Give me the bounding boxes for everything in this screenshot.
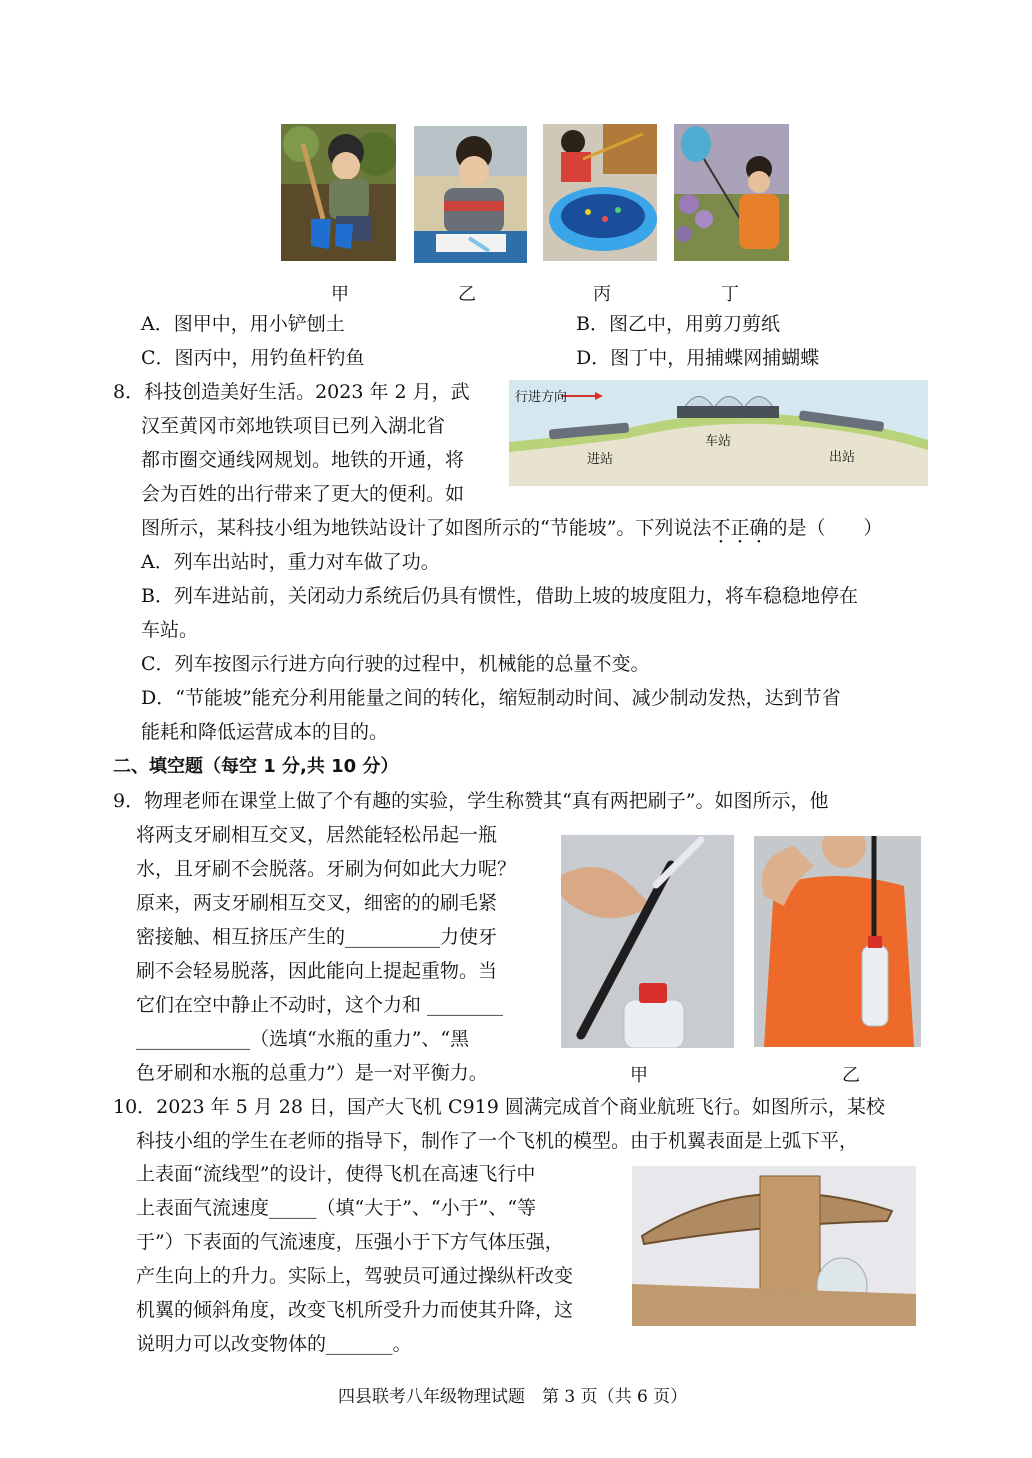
direction-label: 行进方向 bbox=[515, 390, 568, 405]
q9-stem-line: 密接触、相互挤压产生的__________力使牙 bbox=[136, 926, 498, 948]
q9-stem-line: 色牙刷和水瓶的总重力”）是一对平衡力。 bbox=[136, 1062, 488, 1084]
q8-option-a: A．列车出站时，重力对车做了功。 bbox=[141, 551, 440, 573]
q10-stem-line: 科技小组的学生在老师的指导下，制作了一个飞机的模型。由于机翼表面是上弧下平， bbox=[136, 1130, 859, 1152]
caption-yi-q9: 乙 bbox=[842, 1065, 860, 1086]
q8-option-d-cont: 能耗和降低运营成本的目的。 bbox=[141, 721, 389, 743]
q9-stem-line: 原来，两支牙刷相互交叉，细密的的刷毛紧 bbox=[136, 892, 498, 914]
q8-stem-tail-pre: 图所示，某科技小组为地铁站设计了如图所示的“节能坡”。下列说法 bbox=[141, 517, 712, 539]
emphasis-char: 正 bbox=[730, 517, 750, 539]
photo-ding-butterfly-net bbox=[674, 124, 789, 261]
q10-stem-line: 机翼的倾斜角度，改变飞机所受升力而使其升降，这 bbox=[136, 1299, 574, 1321]
q8-option-d: D．“节能坡”能充分利用能量之间的转化，缩短制动时间、减少制动发热，达到节省 bbox=[141, 687, 841, 709]
caption-yi: 乙 bbox=[458, 284, 476, 305]
q8-stem-line: 都市圈交通线网规划。地铁的开通，将 bbox=[141, 449, 465, 471]
q10-stem-line: 上表面“流线型”的设计，使得飞机在高速飞行中 bbox=[136, 1163, 536, 1185]
q7-option-c: C．图丙中，用钓鱼杆钓鱼 bbox=[141, 347, 365, 369]
q10-stem-line: 10．2023 年 5 月 28 日，国产大飞机 C919 圆满完成首个商业航班飞行。如图所示，某校 bbox=[113, 1096, 885, 1118]
photo-toothbrush-yi bbox=[754, 836, 921, 1047]
energy-saving-slope-figure bbox=[509, 380, 928, 486]
q9-stem-line: 将两支牙刷相互交叉，居然能轻松吊起一瓶 bbox=[136, 824, 498, 846]
q7-option-b: B．图乙中，用剪刀剪纸 bbox=[576, 313, 780, 335]
photo-bing-fishing bbox=[543, 124, 657, 261]
q9-stem-line: 水，且牙刷不会脱落。牙刷为何如此大力呢？ bbox=[136, 858, 517, 880]
caption-jia-q9: 甲 bbox=[630, 1065, 648, 1086]
q9-stem-line: ____________（选填“水瓶的重力”、“黑 bbox=[136, 1028, 470, 1050]
q9-stem-line: 刷不会轻易脱落，因此能向上提起重物。当 bbox=[136, 960, 498, 982]
caption-bing: 丙 bbox=[593, 284, 611, 305]
q9-stem-line: 它们在空中静止不动时，这个力和 ________ bbox=[136, 994, 504, 1016]
emphasis-char: 确 bbox=[749, 517, 769, 539]
exit-station-label: 出站 bbox=[829, 450, 856, 465]
q8-stem-tail bbox=[141, 516, 883, 540]
emphasis-char: 不 bbox=[711, 517, 731, 539]
q10-stem-line: 于”）下表面的气流速度，压强小于下方气体压强， bbox=[136, 1231, 564, 1253]
q7-option-d: D．图丁中，用捕蝶网捕蝴蝶 bbox=[576, 347, 820, 369]
station-label: 车站 bbox=[705, 434, 732, 449]
photo-jia-shovel bbox=[281, 124, 396, 261]
q8-option-c: C．列车按图示行进方向行驶的过程中，机械能的总量不变。 bbox=[141, 653, 650, 675]
caption-jia: 甲 bbox=[331, 284, 349, 305]
section-title: 二、填空题（每空 1 分,共 10 分） bbox=[113, 756, 399, 777]
photo-wing-model bbox=[632, 1166, 916, 1326]
q10-stem-line: 说明力可以改变物体的_______。 bbox=[136, 1333, 412, 1355]
photo-toothbrush-jia bbox=[561, 835, 734, 1048]
q7-option-a: A．图甲中，用小铲刨土 bbox=[141, 313, 345, 335]
q8-option-b: B．列车进站前，关闭动力系统后仍具有惯性，借助上坡的坡度阻力，将车稳稳地停在 bbox=[141, 585, 858, 607]
enter-station-label: 进站 bbox=[587, 452, 614, 467]
photo-yi-scissors bbox=[414, 126, 527, 263]
q9-stem-line: 9．物理老师在课堂上做了个有趣的实验，学生称赞其“真有两把刷子”。如图所示，他 bbox=[113, 790, 829, 812]
q8-stem-line: 汉至黄冈市郊地铁项目已列入湖北省 bbox=[141, 415, 446, 437]
caption-ding: 丁 bbox=[721, 284, 739, 305]
q10-stem-line: 产生向上的升力。实际上，驾驶员可通过操纵杆改变 bbox=[136, 1265, 574, 1287]
q8-option-b-cont: 车站。 bbox=[141, 619, 199, 641]
q8-stem-line: 8．科技创造美好生活。2023 年 2 月，武 bbox=[113, 381, 470, 403]
q10-stem-line: 上表面气流速度_____（填“大于”、“小于”、“等 bbox=[136, 1197, 537, 1219]
q8-stem-tail-post: 的是（ ） bbox=[768, 517, 883, 539]
page-footer: 四县联考八年级物理试题 第 3 页（共 6 页） bbox=[338, 1387, 688, 1407]
q8-stem-line: 会为百姓的出行带来了更大的便利。如 bbox=[141, 483, 465, 505]
